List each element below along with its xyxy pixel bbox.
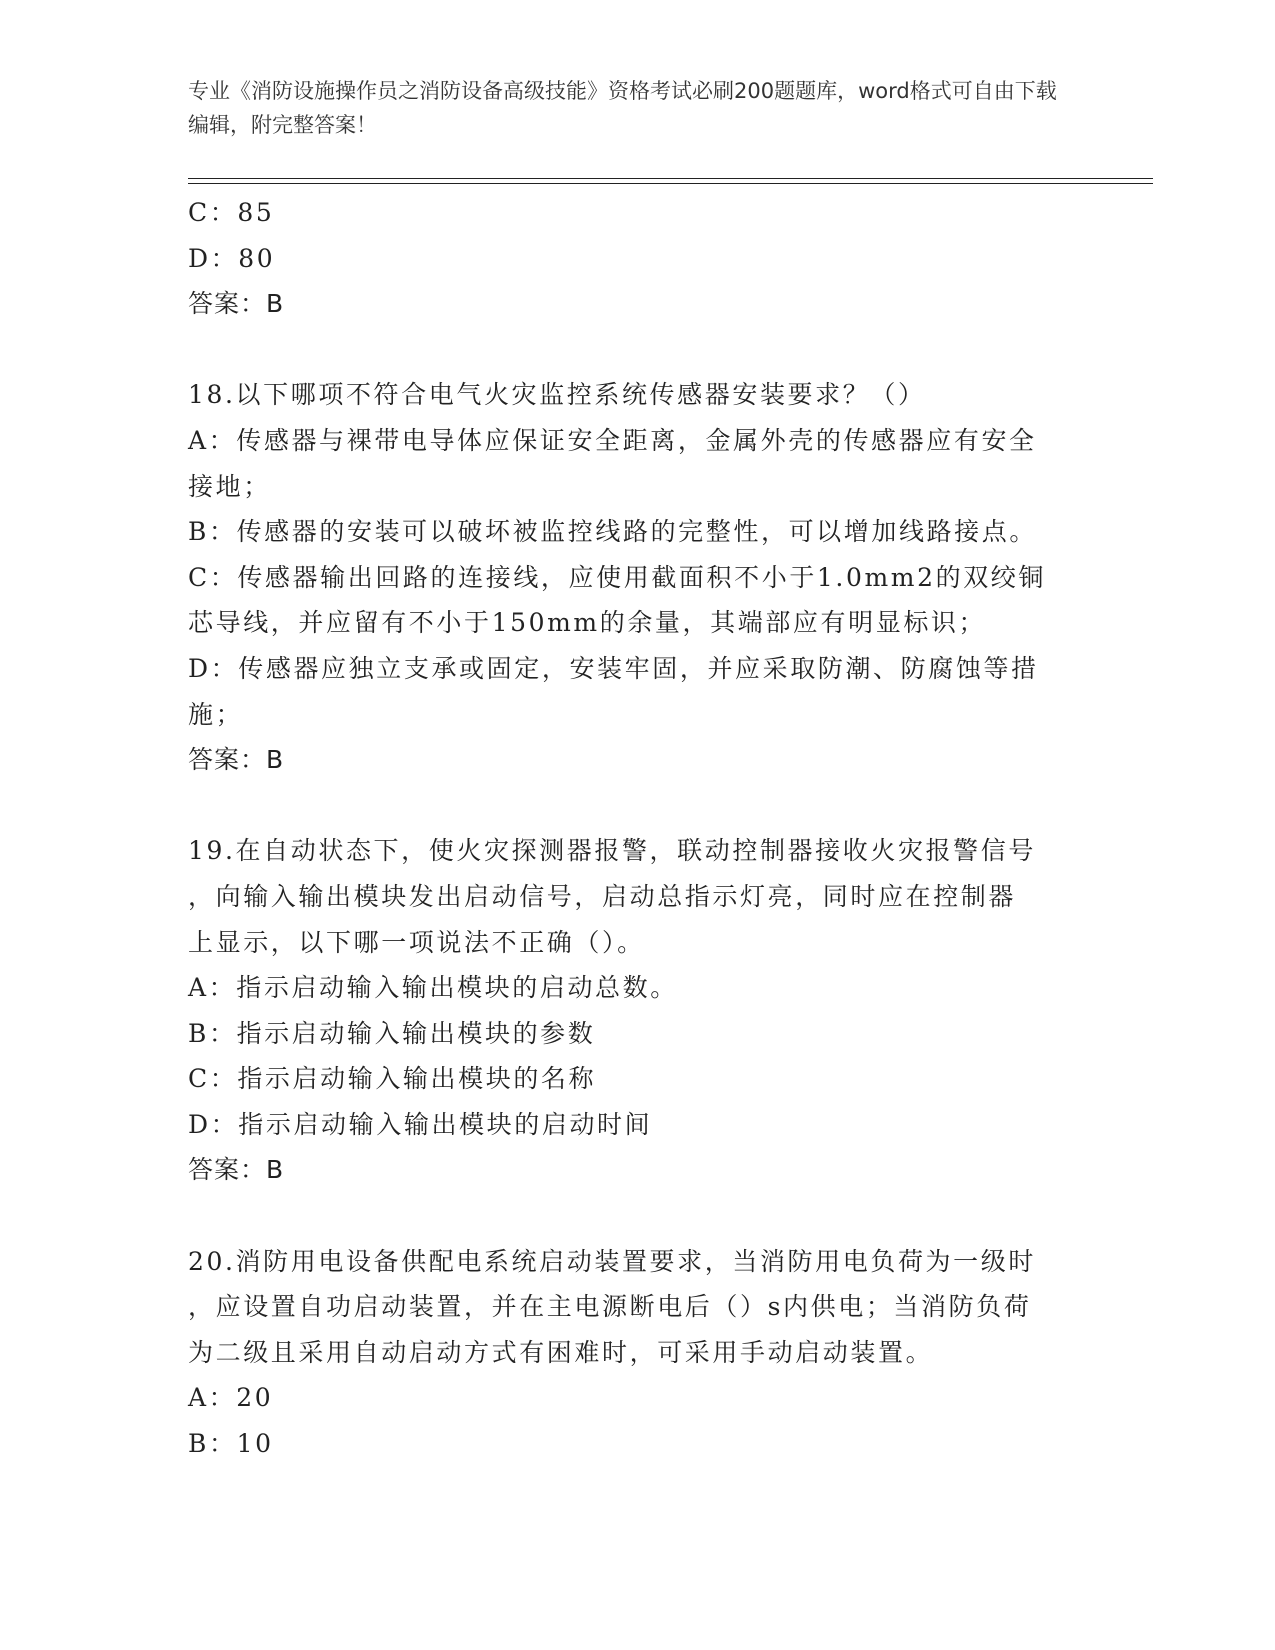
question-20: [188, 1239, 1068, 1467]
question-18: [188, 372, 1068, 782]
option-a: A：传感器与裸带电导体应保证安全距离，金属外壳的传感器应有安全: [188, 425, 1037, 455]
header-divider-top: [188, 178, 1153, 179]
question-19: [188, 828, 1068, 1193]
option-a: A：指示启动输入输出模块的启动总数。: [188, 973, 678, 1003]
header-divider-bottom: [188, 183, 1153, 184]
answer-line: 答案：B: [188, 1155, 285, 1185]
question-17-tail: [188, 190, 1068, 327]
option-b: B：10: [188, 1429, 274, 1459]
question-stem: 20.消防用电设备供配电系统启动装置要求，当消防用电负荷为一级时: [188, 1246, 1036, 1276]
question-stem: 19.在自动状态下，使火灾探测器报警，联动控制器接收火灾报警信号: [188, 836, 1036, 866]
option-d: D：传感器应独立支承或固定，安装牢固，并应采取防潮、防腐蚀等措: [188, 653, 1039, 683]
option-a: A：20: [188, 1383, 274, 1413]
option-d: D：80: [188, 243, 276, 273]
option-d-continued: 施；: [188, 699, 244, 729]
option-c: C：85: [188, 198, 275, 227]
option-a-continued: 接地；: [188, 471, 271, 501]
option-d: D：指示启动输入输出模块的启动时间: [188, 1109, 653, 1139]
option-c-continued: 芯导线，并应留有不小于150mm的余量，其端部应有明显标识；: [188, 608, 987, 638]
question-stem: 18.以下哪项不符合电气火灾监控系统传感器安装要求？（）: [188, 380, 926, 410]
question-stem-continued: ，向输入输出模块发出启动信号，启动总指示灯亮，同时应在控制器: [188, 881, 1017, 911]
option-b: B：传感器的安装可以破坏被监控线路的完整性，可以增加线路接点。: [188, 517, 1037, 547]
question-stem-continued: 上显示，以下哪一项说法不正确（）。: [188, 927, 645, 957]
option-c: C：指示启动输入输出模块的名称: [188, 1064, 597, 1094]
answer-line: 答案：B: [188, 745, 285, 775]
option-c: C：传感器输出回路的连接线，应使用截面积不小于1.0mm2的双绞铜: [188, 562, 1047, 592]
question-list: [188, 190, 1068, 1467]
question-stem-continued: 为二级且采用自动启动方式有困难时，可采用手动启动装置。: [188, 1337, 934, 1367]
question-stem-continued: ，应设置自功启动装置，并在主电源断电后（）s内供电；当消防负荷: [188, 1292, 1032, 1322]
answer-line: 答案：B: [188, 289, 285, 319]
option-b: B：指示启动输入输出模块的参数: [188, 1018, 596, 1048]
document-header: 专业《消防设施操作员之消防设备高级技能》资格考试必刷200题题库，word格式可自由下载编辑，附完整答案！: [188, 79, 1057, 137]
